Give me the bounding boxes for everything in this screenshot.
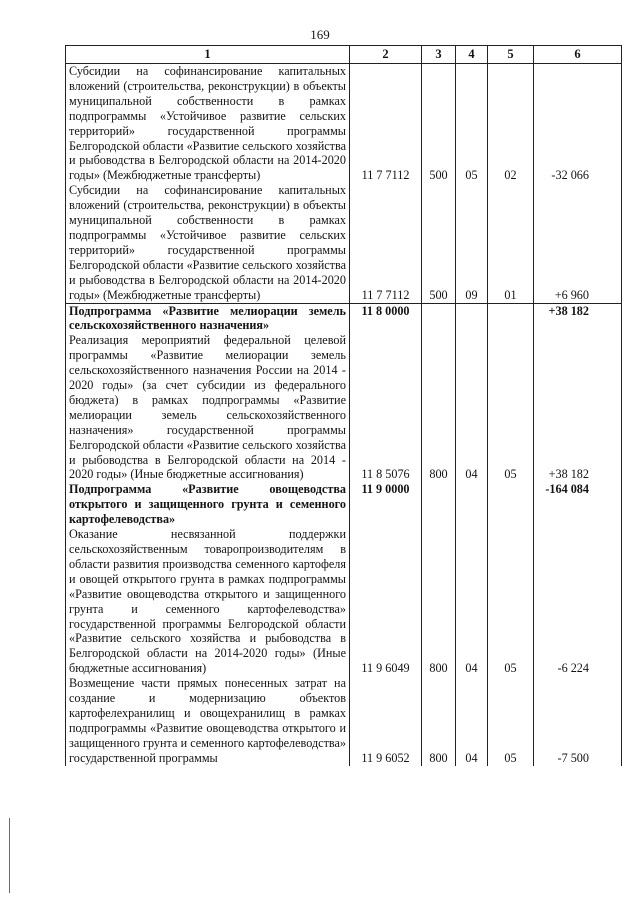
row-subsection: 01 [488, 183, 534, 303]
column-header: 4 [456, 46, 488, 64]
table-header-row [66, 46, 622, 64]
row-name: Субсидии на софинансирование капитальных вложений (строительства, реконструкции) в объекты муниципальной собственности в рамках подпрограммы «Устойчивое развитие сельских территорий» государственной программы Белгородской области «Развитие сельского хозяйства и рыбоводства в Белгородской области на 2014-2020 годы» (Межбюджетные трансферты) [66, 64, 350, 184]
row-code: 11 9 0000 [350, 482, 422, 527]
table-row [66, 333, 622, 482]
row-section: 04 [456, 333, 488, 482]
table-row [66, 183, 622, 303]
row-code: 11 9 6052 [350, 676, 422, 765]
row-subsection: 05 [488, 333, 534, 482]
row-type: 500 [422, 183, 456, 303]
row-name: Оказание несвязанной поддержки сельскохозяйственным товаропроизводителям в области развития производства семенного картофеля и овощей открытого грунта в рамках подпрограммы «Развитие овощеводства открытого и защищенного грунта и семенного картофелеводства» государственной программы Белгородской области «Развитие сельского хозяйства и рыбоводства в Белгородской области на 2014-2020 годы» (Иные бюджетные ассигнования) [66, 527, 350, 676]
table-row [66, 482, 622, 527]
row-name: Подпрограмма «Развитие овощеводства открытого и защищенного грунта и семенного картофелеводства» [66, 482, 350, 527]
table-row [66, 303, 622, 333]
column-header: 5 [488, 46, 534, 64]
row-code: 11 7 7112 [350, 64, 422, 184]
row-name: Возмещение части прямых понесенных затрат на создание и модернизацию объектов картофелехранилищ и овощехранилищ в рамках подпрограммы «Развитие овощеводства открытого и защищенного грунта и семенного картофелеводства» государственной программы [66, 676, 350, 765]
row-type: 800 [422, 527, 456, 676]
row-type: 500 [422, 64, 456, 184]
budget-table [65, 45, 622, 766]
row-code: 11 8 0000 [350, 303, 422, 333]
row-section: 05 [456, 64, 488, 184]
row-section: 04 [456, 527, 488, 676]
scan-margin-line [9, 818, 10, 893]
row-type [422, 482, 456, 527]
row-subsection: 02 [488, 64, 534, 184]
row-name: Субсидии на софинансирование капитальных вложений (строительства, реконструкции) в объекты муниципальной собственности в рамках подпрограммы «Устойчивое развитие сельских территорий» государственной программы Белгородской области «Развитие сельского хозяйства и рыбоводства в Белгородской области на 2014-2020 годы» (Межбюджетные трансферты) [66, 183, 350, 303]
row-amount: +38 182 [534, 333, 622, 482]
row-section [456, 303, 488, 333]
row-code: 11 9 6049 [350, 527, 422, 676]
row-type: 800 [422, 333, 456, 482]
column-header: 3 [422, 46, 456, 64]
table-row [66, 527, 622, 676]
row-amount: +38 182 [534, 303, 622, 333]
row-type: 800 [422, 676, 456, 765]
row-subsection [488, 303, 534, 333]
row-amount: -7 500 [534, 676, 622, 765]
column-header: 1 [66, 46, 350, 64]
column-header: 2 [350, 46, 422, 64]
row-subsection: 05 [488, 676, 534, 765]
table-row [66, 676, 622, 765]
table-row [66, 64, 622, 184]
row-code: 11 8 5076 [350, 333, 422, 482]
row-type [422, 303, 456, 333]
page-number: 169 [310, 27, 330, 42]
row-subsection: 05 [488, 527, 534, 676]
row-amount: -32 066 [534, 64, 622, 184]
row-name: Реализация мероприятий федеральной целевой программы «Развитие мелиорации земель сельскохозяйственного назначения России на 2014 - 2020 годы» (за счет субсидии из федерального бюджета) в рамках подпрограммы «Развитие мелиорации земель сельскохозяйственного назначения» государственной программы Белгородской области «Развитие сельского хозяйства и рыбоводства в Белгородской области на 2014 - 2020 годы» (Иные бюджетные ассигнования) [66, 333, 350, 482]
row-section [456, 482, 488, 527]
row-section: 04 [456, 676, 488, 765]
row-amount: -6 224 [534, 527, 622, 676]
row-name: Подпрограмма «Развитие мелиорации земель сельскохозяйственного назначения» [66, 303, 350, 333]
row-code: 11 7 7112 [350, 183, 422, 303]
row-subsection [488, 482, 534, 527]
row-amount: -164 084 [534, 482, 622, 527]
row-amount: +6 960 [534, 183, 622, 303]
column-header: 6 [534, 46, 622, 64]
row-section: 09 [456, 183, 488, 303]
